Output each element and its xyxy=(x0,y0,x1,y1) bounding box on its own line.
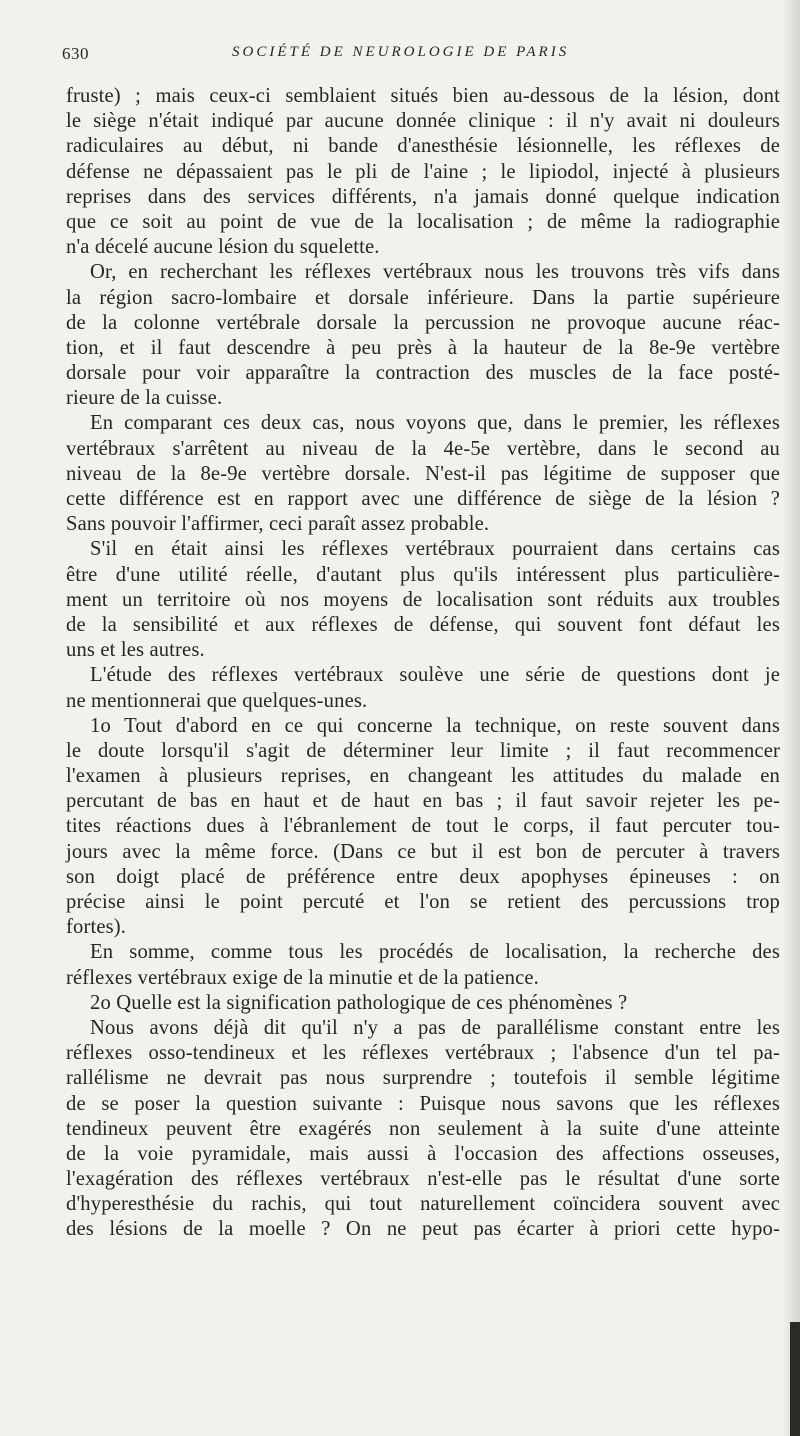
text-line: fruste) ; mais ceux-ci semblaient situés bien au-dessous de la lésion, dont xyxy=(66,85,780,107)
text-line: vertébraux s'arrêtent au niveau de la 4e-5e vertèbre, dans le second au xyxy=(66,437,780,460)
text-line: ment un territoire où nos moyens de localisation sont réduits aux troubles xyxy=(66,588,780,611)
text-line: son doigt placé de préférence entre deux apophyses épineuses : on xyxy=(66,865,780,888)
text-line: réflexes osso-tendineux et les réflexes vertébraux ; l'absence d'un tel pa- xyxy=(66,1042,780,1065)
text-line: 1o Tout d'abord en ce qui concerne la technique, on reste souvent dans xyxy=(90,714,780,737)
text-line: que ce soit au point de vue de la localisation ; de même la radiographie xyxy=(66,210,780,233)
text-line: rieure de la cuisse. xyxy=(66,387,223,410)
text-line: de la voie pyramidale, mais aussi à l'occasion des affections osseuses, xyxy=(66,1142,780,1165)
text-line: de la colonne vertébrale dorsale la percussion ne provoque aucune réac- xyxy=(66,311,780,334)
text-line: L'étude des réflexes vertébraux soulève une série de questions dont je xyxy=(90,664,780,687)
text-line: le doute lorsqu'il s'agit de déterminer leur limite ; il faut recommencer xyxy=(66,739,780,762)
text-line: tion, et il faut descendre à peu près à la hauteur de la 8e-9e vertèbre xyxy=(66,336,780,359)
text-line: percutant de bas en haut et de haut en bas ; il faut savoir rejeter les pe- xyxy=(66,790,780,813)
journal-title: SOCIÉTÉ DE NEUROLOGIE DE PARIS xyxy=(232,44,570,60)
text-line: réflexes vertébraux exige de la minutie et de la patience. xyxy=(66,966,539,989)
text-line: Or, en recherchant les réflexes vertébraux nous les trouvons très vifs dans xyxy=(90,261,780,284)
text-line: radiculaires au début, ni bande d'anesthésie lésionnelle, les réflexes de xyxy=(66,135,780,158)
text-line: la région sacro-lombaire et dorsale inférieure. Dans la partie supérieure xyxy=(66,286,780,309)
text-line: ne mentionnerai que quelques-unes. xyxy=(66,689,368,712)
text-line: tites réactions dues à l'ébranlement de tout le corps, il faut percuter tou- xyxy=(66,815,780,838)
text-line: fortes). xyxy=(66,916,127,939)
text-line: n'a décelé aucune lésion du squelette. xyxy=(66,236,380,259)
text-line: En somme, comme tous les procédés de localisation, la recherche des xyxy=(90,941,780,964)
text-line: d'hyperesthésie du rachis, qui tout naturellement coïncidera souvent avec xyxy=(66,1193,780,1216)
body-text xyxy=(66,84,780,1243)
text-line: tendineux peuvent être exagérés non seulement à la suite d'une atteinte xyxy=(66,1117,780,1140)
text-line: reprises dans des services différents, n'a jamais donné quelque indication xyxy=(66,185,780,208)
text-line: S'il en était ainsi les réflexes vertébraux pourraient dans certains cas xyxy=(90,538,780,561)
text-line: le siège n'était indiqué par aucune donnée clinique : il n'y avait ni douleurs xyxy=(66,110,780,133)
text-line: de la sensibilité et aux réflexes de défense, qui souvent font défaut les xyxy=(66,613,780,636)
page-edge-shadow xyxy=(782,0,800,1436)
text-line: uns et les autres. xyxy=(66,639,205,662)
text-line: Sans pouvoir l'affirmer, ceci paraît assez probable. xyxy=(66,513,490,536)
text-line: l'exagération des réflexes vertébraux n'est-elle pas le résultat d'une sorte xyxy=(66,1168,780,1191)
text-line: jours avec la même force. (Dans ce but il est bon de percuter à travers xyxy=(66,840,780,863)
text-line: Nous avons déjà dit qu'il n'y a pas de parallélisme constant entre les xyxy=(90,1016,780,1039)
text-line: des lésions de la moelle ? On ne peut pas écarter à priori cette hypo- xyxy=(66,1218,780,1241)
text-line: 2o Quelle est la signification pathologique de ces phénomènes ? xyxy=(90,991,628,1014)
running-head xyxy=(62,44,756,72)
text-line: niveau de la 8e-9e vertèbre dorsale. N'est-il pas légitime de supposer que xyxy=(66,462,780,485)
page-number: 630 xyxy=(62,44,89,63)
text-line: cette différence est en rapport avec une différence de siège de la lésion ? xyxy=(66,488,780,510)
text-line: rallélisme ne devrait pas nous surprendre ; toutefois il semble légitime xyxy=(66,1067,780,1090)
text-line: être d'une utilité réelle, d'autant plus qu'ils intéressent plus particulière- xyxy=(66,563,780,586)
page-edge-mark xyxy=(790,1322,800,1436)
text-line: de se poser la question suivante : Puisque nous savons que les réflexes xyxy=(66,1092,780,1115)
text-line: dorsale pour voir apparaître la contraction des muscles de la face posté- xyxy=(66,362,780,385)
text-line: défense ne dépassaient pas le pli de l'aine ; le lipiodol, injecté à plusieurs xyxy=(66,160,780,183)
text-line: l'examen à plusieurs reprises, en changeant les attitudes du malade en xyxy=(66,765,780,788)
text-line: En comparant ces deux cas, nous voyons que, dans le premier, les réflexes xyxy=(90,412,780,435)
text-line: précise ainsi le point percuté et l'on se retient des percussions trop xyxy=(66,891,780,913)
